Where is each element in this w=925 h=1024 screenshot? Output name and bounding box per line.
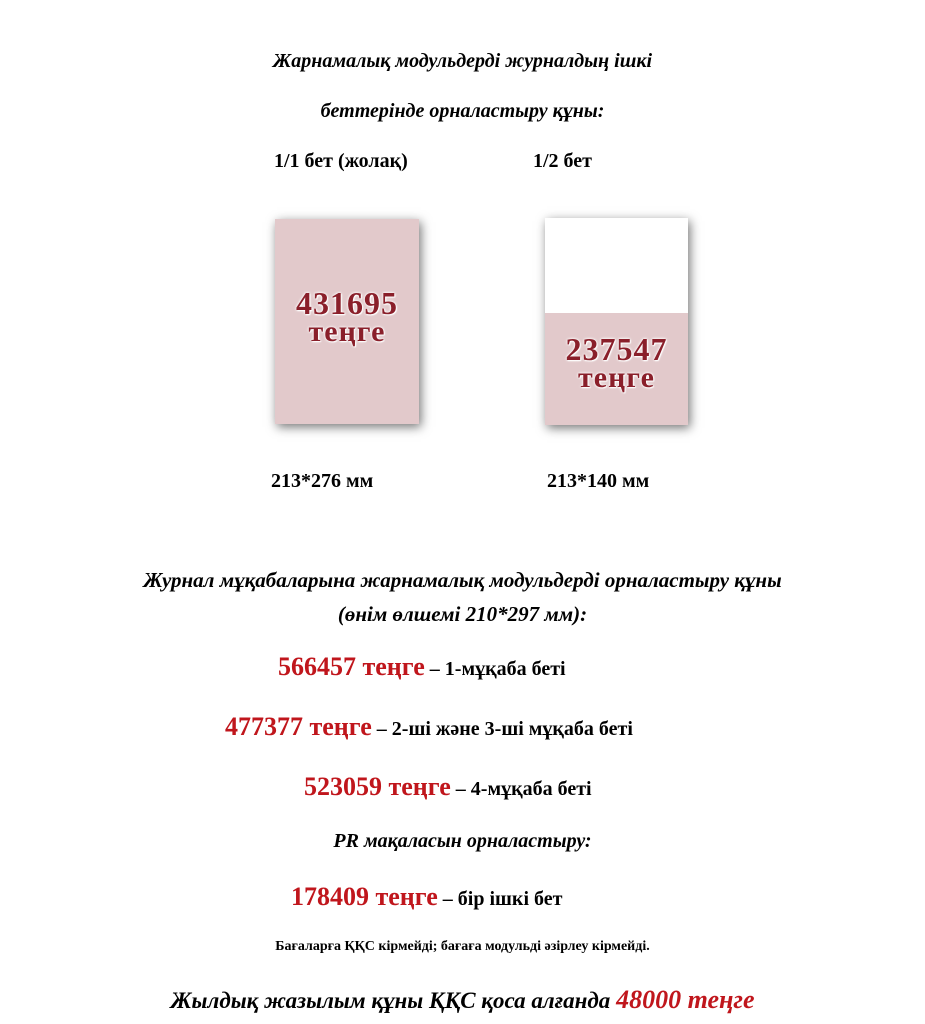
cover-price-row <box>304 772 592 802</box>
inner-pages-title-line2: беттерінде орналастыру құны: <box>320 100 605 122</box>
vat-note: Бағаларға ҚҚС кірмейді; бағаға модульді әзірлеу кірмейді. <box>275 939 650 954</box>
pr-title: PR мақаласын орналастыру: <box>333 830 592 852</box>
cover-description: 1-мұқаба беті <box>444 658 566 680</box>
cover-price: 477377 теңге <box>225 712 372 741</box>
full-page-currency: теңге <box>308 315 386 348</box>
full-page-price-card <box>275 219 419 424</box>
cover-price-row <box>278 652 566 682</box>
cover-description: 2-ші және 3-ші мұқаба беті <box>391 718 633 740</box>
cover-price-row <box>225 712 633 742</box>
cover-price: 566457 теңге <box>278 652 425 681</box>
annual-subscription-price: 48000 теңге <box>616 985 755 1014</box>
cover-description: 4-мұқаба беті <box>470 778 592 800</box>
pr-separator: – <box>437 888 458 910</box>
half-page-size: 213*140 мм <box>547 470 650 492</box>
half-page-label: 1/2 бет <box>533 150 592 172</box>
full-page-label: 1/1 бет (жолақ) <box>274 150 408 172</box>
cover-separator: – <box>371 718 392 740</box>
cover-price: 523059 теңге <box>304 772 451 801</box>
cover-separator: – <box>424 658 445 680</box>
cover-separator: – <box>450 778 471 800</box>
half-page-currency: теңге <box>578 361 655 394</box>
pr-price-row <box>291 882 562 912</box>
pr-description: бір ішкі бет <box>457 888 563 910</box>
covers-title-line1: Журнал мұқабаларына жарнамалық модульдерді орналастыру құны <box>143 568 782 592</box>
pr-price: 178409 теңге <box>291 882 438 911</box>
half-page-price: 237547 <box>565 331 668 367</box>
annual-subscription-text: Жылдық жазылым құны ҚҚС қоса алғанда <box>170 988 617 1013</box>
full-page-price: 431695 <box>296 285 398 321</box>
annual-subscription <box>0 985 925 1015</box>
covers-title-line2: (өнім өлшемі 210*297 мм): <box>337 602 588 626</box>
inner-pages-title-line1: Жарнамалық модульдерді журналдың ішкі <box>272 50 653 72</box>
full-page-size: 213*276 мм <box>271 470 374 492</box>
half-page-price-card <box>545 218 688 425</box>
